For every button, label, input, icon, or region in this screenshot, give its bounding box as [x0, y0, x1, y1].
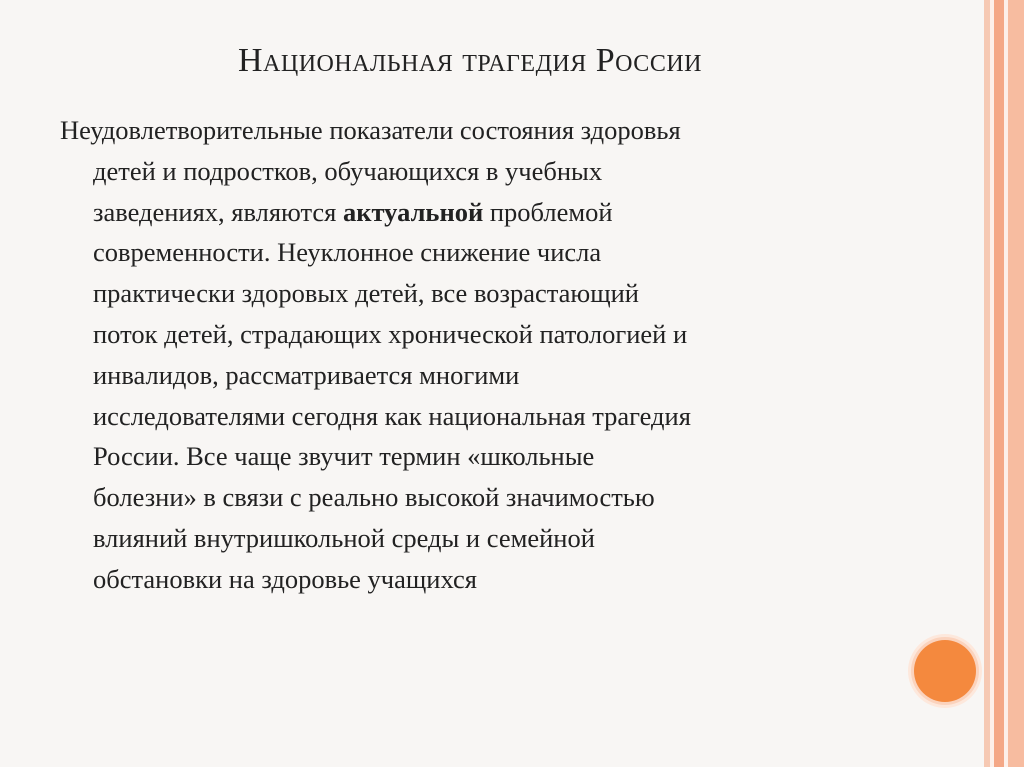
- body-text-segment: проблемой: [483, 196, 613, 227]
- decorative-stripe: [1008, 0, 1024, 767]
- slide-title: Национальная трагедия России: [237, 42, 702, 79]
- body-line: Неудовлетворительные показатели состояния здоровья: [60, 115, 681, 145]
- body-line: исследователями сегодня как национальная трагедия: [93, 400, 691, 431]
- body-line: России. Все чаще звучит термин «школьные: [93, 441, 595, 472]
- emphasized-word: актуальной: [343, 196, 484, 227]
- body-line: влияний внутришкольной среды и семейной: [93, 522, 595, 553]
- body-line: [60, 192, 890, 233]
- body-line: болезни» в связи с реально высокой значимостью: [93, 482, 655, 513]
- body-line: современности. Неуклонное снижение числа: [93, 237, 602, 268]
- body-line: поток детей, страдающих хронической патологией и: [93, 318, 688, 349]
- body-text-segment: заведениях, являются: [93, 196, 343, 227]
- decorative-stripe: [994, 0, 1004, 767]
- body-line: обстановки на здоровье учащихся: [93, 563, 477, 594]
- slide-body-text: [60, 110, 890, 600]
- body-line: инвалидов, рассматривается многими: [93, 359, 520, 390]
- decorative-circle: [914, 640, 976, 702]
- body-line: детей и подростков, обучающихся в учебных: [93, 155, 603, 186]
- body-line: практически здоровых детей, все возрастающий: [93, 278, 639, 309]
